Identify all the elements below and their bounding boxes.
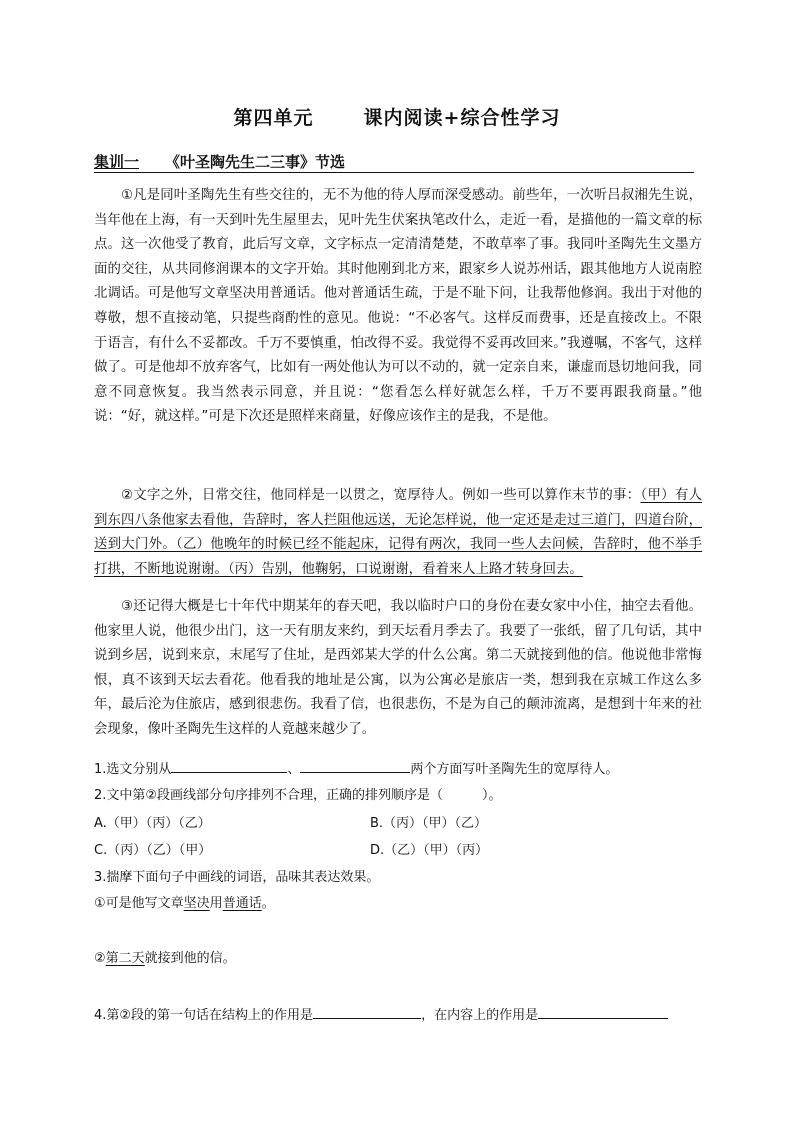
sentence-1-underline-1: 坚决 <box>183 896 210 911</box>
question-3: 3.揣摩下面句子中画线的词语，品味其表达效果。 <box>94 870 380 885</box>
sentence-2-post: 就接到他的信。 <box>144 951 236 966</box>
section-name: 《叶圣陶先生二三事》节选 <box>165 153 346 171</box>
answer-blank-1b[interactable] <box>300 758 410 773</box>
sentence-1-pre: ①可是他写文章 <box>94 896 184 911</box>
question-2: 2.文中第②段画线部分句序排列不合理，正确的排列顺序是（ ）。 <box>94 788 502 803</box>
page-title <box>0 103 794 130</box>
question-1-suffix: 两个方面写叶圣陶先生的宽厚待人。 <box>410 762 619 777</box>
question-3-sentence-2 <box>94 949 236 969</box>
section-heading <box>94 151 694 173</box>
sentence-2-underline: 第二天 <box>105 951 145 966</box>
paragraph-2-plain: ②文字之外，日常交往，他同样是一以贯之，宽厚待人。例如一些可以算作末节的事： <box>121 488 641 503</box>
sentence-1-mid: 用 <box>209 896 223 911</box>
question-3-sentence-1 <box>94 894 275 914</box>
passage-paragraph-1: ①凡是同叶圣陶先生有些交往的，无不为他的待人厚而深受感动。前些年，一次听吕叔湘先生说，当年他在上海，有一天到叶先生屋里去，见叶先生伏案执笔改什么，走近一看，是描他的一篇文章的标点。这一次他受了教育，此后写文章，文字标点一定清清楚楚，不敢草率了事。我同叶圣陶先生文墨方面的交往，从共同修润课本的文字开始。其时他刚到北方来，跟家乡人说苏州话，跟其他地方人说南腔北调话。可是他写文章坚决用普通话。他对普通话生疏，于是不耻下问，让我帮他修润。我出于对他的尊敬，想不直接动笔，只提些商酌性的意见。他说：“不必客气。这样反而费事，还是直接改上。不限于语言，有什么不妥都改。千万不要慎重，怕改得不妥。我觉得不妥再改回来。”我遵嘱，不客气，这样做了。可是他却不放弃客气，比如有一两处他认为可以不动的，就一定亲自来，谦虚而恳切地问我，同意不同意恢复。我当然表示同意，并且说：“您看怎么样好就怎么样，千万不要再跟我商量。”他说：“好，就这样。”可是下次还是照样来商量，好像应该作主的是我，不是他。 <box>94 188 702 425</box>
option-b[interactable]: B.（丙）（甲）（乙） <box>370 816 488 831</box>
answer-blank-1a[interactable] <box>171 758 287 773</box>
question-4-prefix: 4.第②段的第一句话在结构上的作用是 <box>94 1008 314 1023</box>
passage-paragraph-3: ③还记得大概是七十年代中期某年的春天吧，我以临时户口的身份在妻女家中小住，抽空去看他。他家里人说，他很少出门，这一天有朋友来约，到天坛看月季去了。我要了一张纸，留了几句话，其中说到乡居，说到来京，末尾写了住址，是西郊某大学的什么公寓。第二天就接到他的信。他说他非常悔恨，真不该到天坛去看花。他看我的地址是公寓，以为公寓必是旅店一类，想到我在京城工作这么多年，最后沦为住旅店，感到很悲伤。我看了信，也很悲伤，不是为自己的颠沛流离，是想到十年来的社会现象，像叶圣陶先生这样的人竟越来越少了。 <box>94 599 702 737</box>
option-d[interactable]: D.（乙）（甲）（丙） <box>370 843 489 858</box>
question-4-mid: ，在内容上的作用是 <box>421 1008 539 1023</box>
paragraph-2-underlined: （甲）有人到东四八条他家去看他，告辞时，客人拦阻他远送，无论怎样说，他一定还是走过三道门，四道台阶，送到大门外。（乙）他晚年的时候已经不能起床，记得有两次，我同一些人去问候，告辞时，他不举手打拱，不断地说谢谢。（丙）告别，他鞠躬，口说谢谢，看着来人上路才转身回去。 <box>94 488 702 577</box>
question-1 <box>94 758 618 780</box>
question-1-prefix: 1.选文分别从 <box>94 762 172 777</box>
answer-blank-4a[interactable] <box>313 1004 421 1019</box>
question-1-sep: 、 <box>287 762 301 777</box>
section-tag: 集训一 <box>94 153 140 171</box>
unit-title: 第四单元 <box>233 107 314 129</box>
question-4 <box>94 1004 668 1026</box>
option-c[interactable]: C.（丙）（乙）（甲） <box>94 843 212 858</box>
option-a[interactable]: A.（甲）（丙）（乙） <box>94 816 211 831</box>
passage-paragraph-2 <box>94 484 702 582</box>
subject-title: 课内阅读+综合性学习 <box>363 107 561 129</box>
sentence-2-pre: ② <box>94 951 106 966</box>
sentence-1-underline-2: 普通话 <box>222 896 262 911</box>
sentence-1-post: 。 <box>261 896 275 911</box>
answer-blank-4b[interactable] <box>538 1004 668 1019</box>
